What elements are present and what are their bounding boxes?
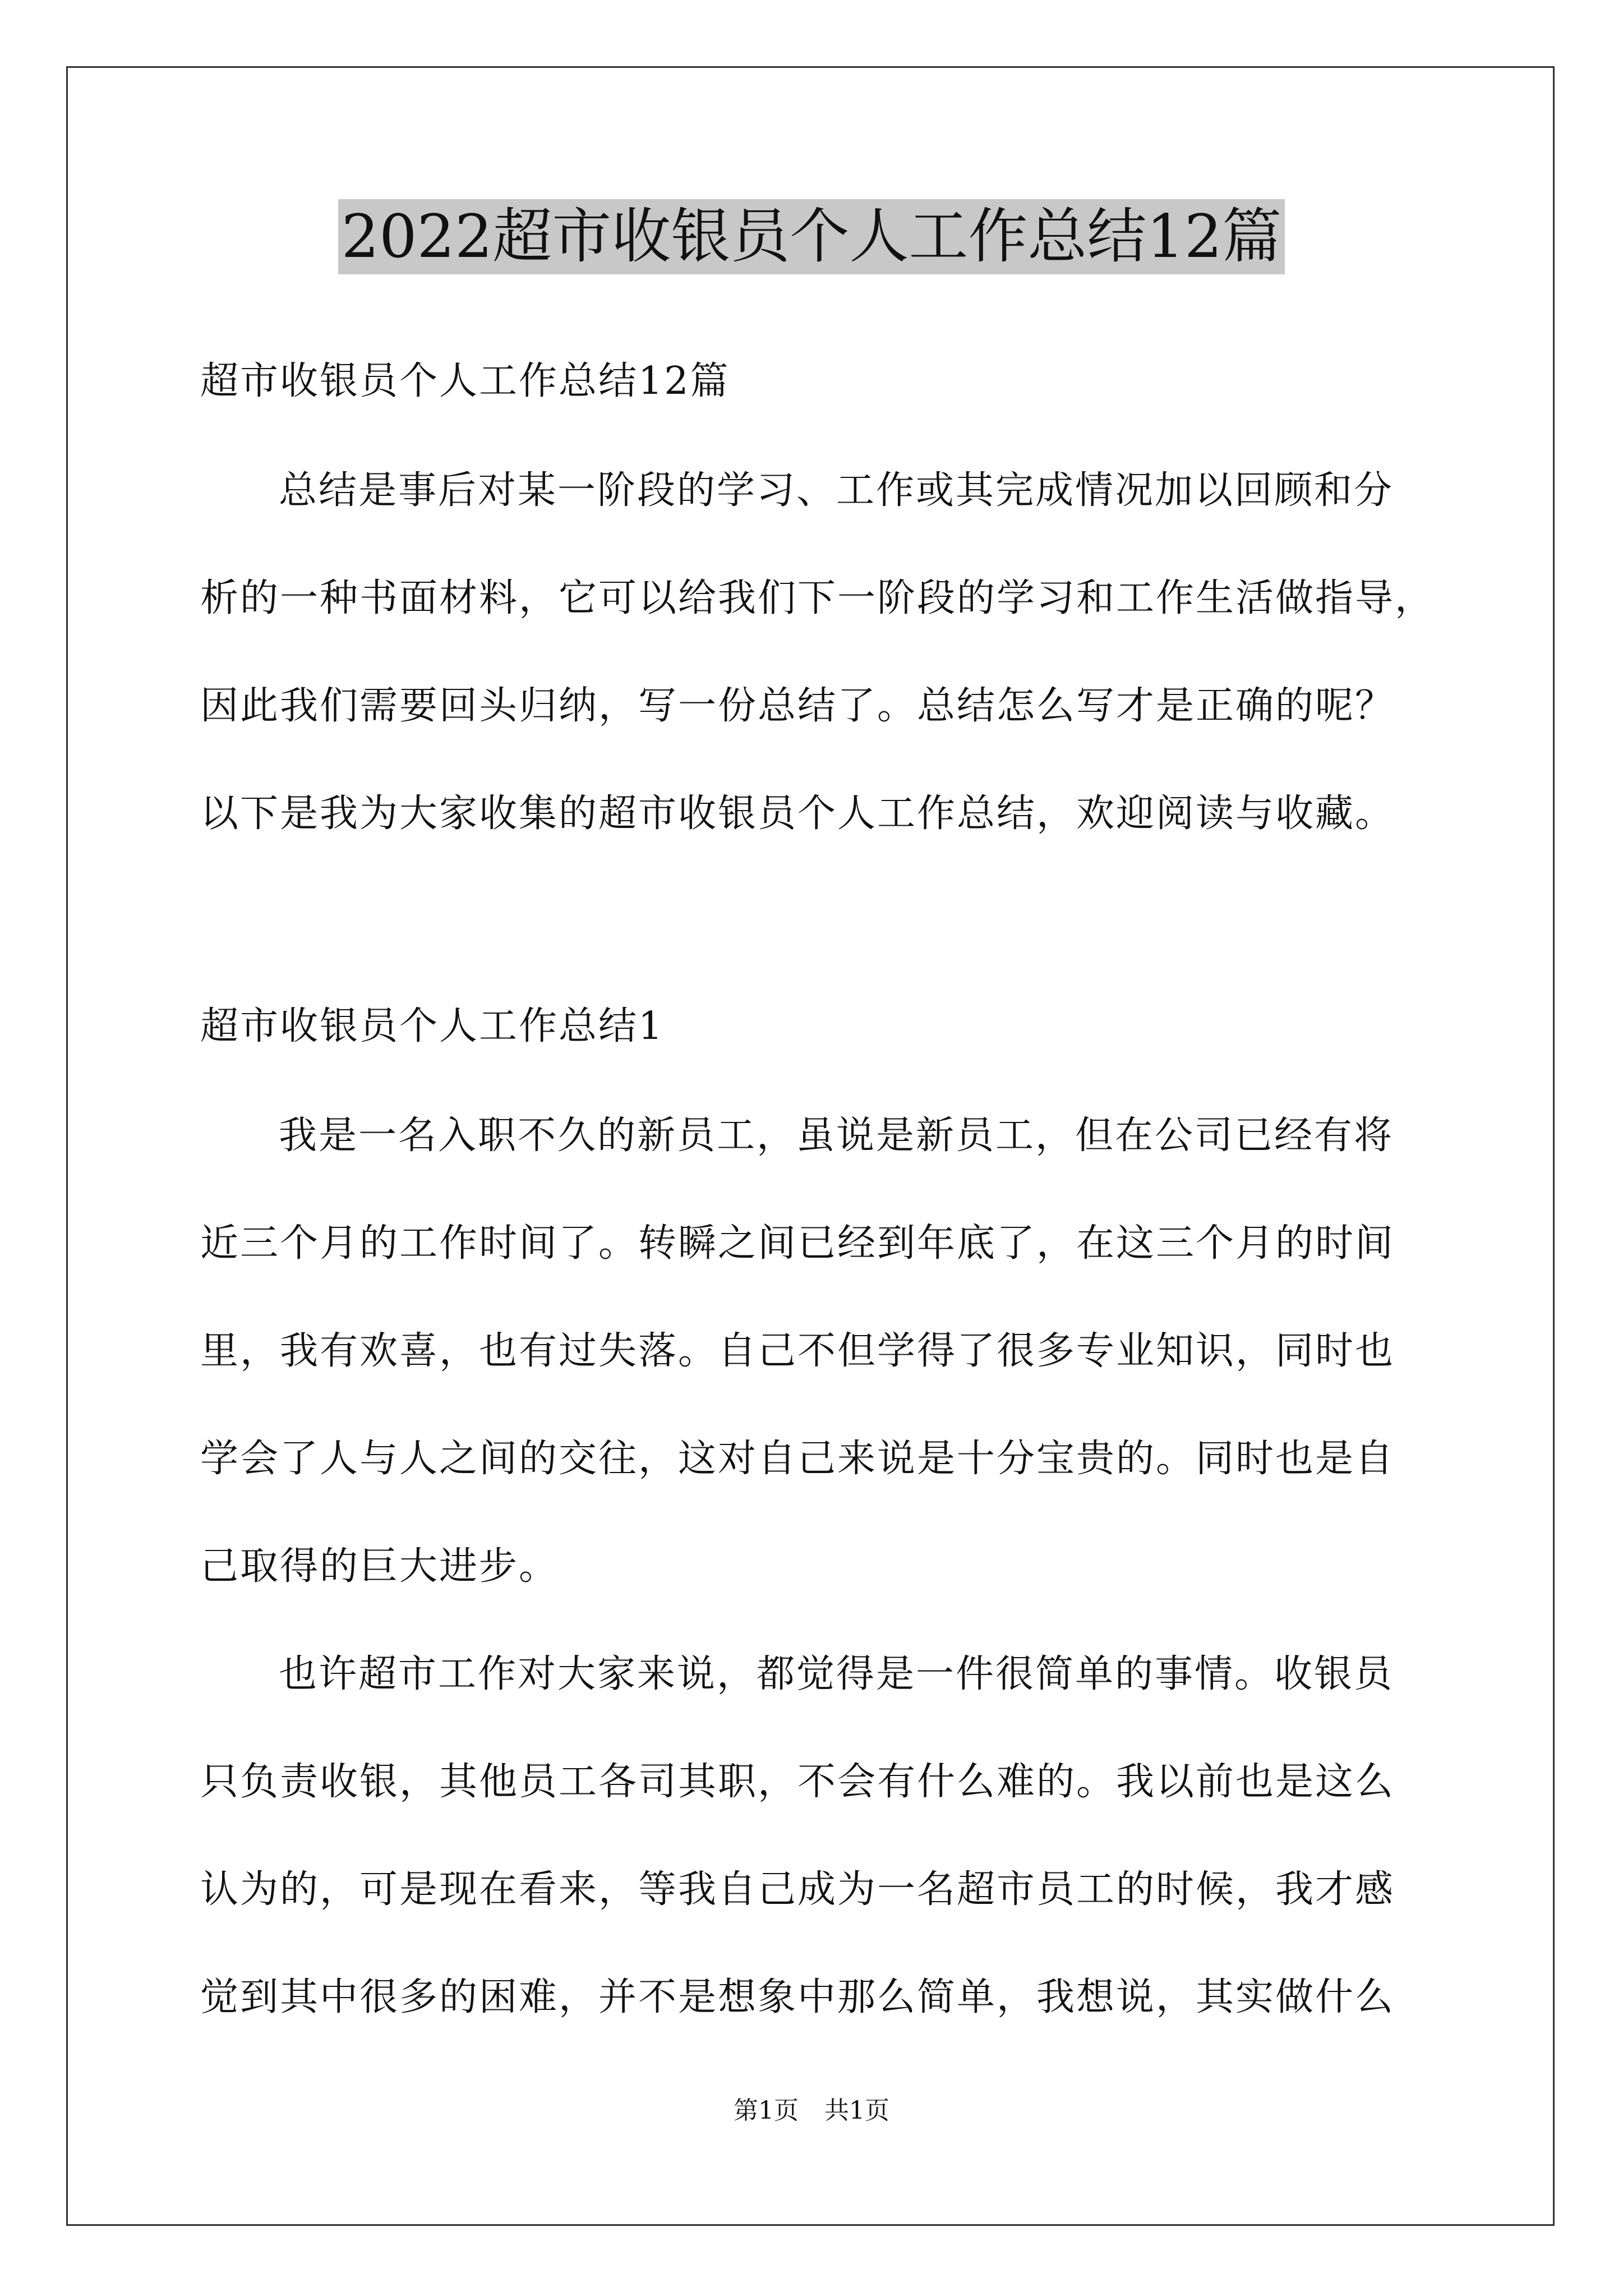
paragraph-line: 也许超市工作对大家来说，都觉得是一件很简单的事情。收银员 — [279, 1652, 1394, 1696]
paragraph-line: 觉到其中很多的困难，并不是想象中那么简单，我想说，其实做什么 — [200, 1975, 1395, 2019]
paragraph-line: 里，我有欢喜，也有过失落。自己不但学得了很多专业知识，同时也 — [200, 1329, 1395, 1373]
intro-line: 以下是我为大家收集的超市收银员个人工作总结，欢迎阅读与收藏。 — [200, 792, 1395, 836]
title-container — [0, 199, 1623, 274]
page-number-total: 共1页 — [824, 2096, 889, 2125]
page-number-current: 第1页 — [734, 2096, 799, 2125]
paragraph-line: 只负责收银，其他员工各司其职，不会有什么难的。我以前也是这么 — [200, 1760, 1395, 1804]
paragraph-line: 认为的，可是现在看来，等我自己成为一名超市员工的时候，我才感 — [200, 1867, 1395, 1912]
intro-line: 析的一种书面材料，它可以给我们下一阶段的学习和工作生活做指导， — [200, 576, 1435, 620]
paragraph-line: 近三个月的工作时间了。转瞬之间已经到年底了，在这三个月的时间 — [200, 1221, 1395, 1266]
paragraph-line: 我是一名入职不久的新员工，虽说是新员工，但在公司已经有将 — [279, 1114, 1394, 1158]
section-heading: 超市收银员个人工作总结1 — [200, 1004, 665, 1048]
document-subtitle: 超市收银员个人工作总结12篇 — [200, 359, 730, 403]
paragraph-line: 己取得的巨大进步。 — [200, 1544, 559, 1589]
paragraph-line: 学会了人与人之间的交往，这对自己来说是十分宝贵的。同时也是自 — [200, 1437, 1395, 1481]
intro-line: 总结是事后对某一阶段的学习、工作或其完成情况加以回顾和分 — [279, 468, 1394, 513]
document-title: 2022超市收银员个人工作总结12篇 — [338, 199, 1285, 274]
intro-line: 因此我们需要回头归纳，写一份总结了。总结怎么写才是正确的呢？ — [200, 684, 1395, 728]
page-footer — [0, 2095, 1623, 2127]
